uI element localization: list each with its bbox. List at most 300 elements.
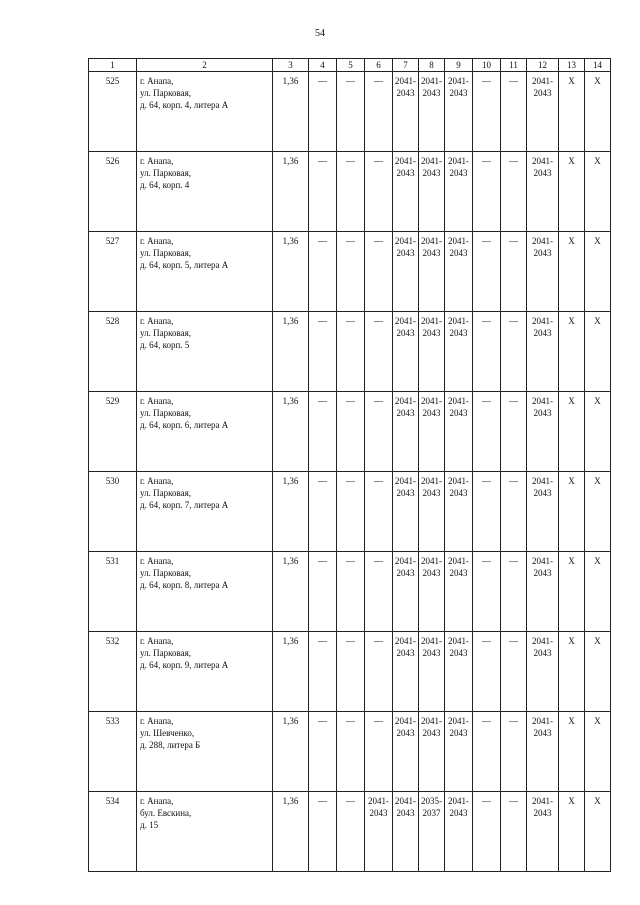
year-part: 2043: [533, 168, 552, 178]
empty-dash-cell: [309, 792, 337, 872]
year-part: 2043: [369, 808, 388, 818]
empty-dash-cell: [501, 232, 527, 312]
year-part: 2043: [533, 328, 552, 338]
year-part: 2041-: [448, 636, 469, 646]
empty-dash-cell: [473, 152, 501, 232]
year-part: 2043: [422, 488, 441, 498]
year-part: 2041-: [532, 156, 553, 166]
year-range-cell: [527, 232, 559, 312]
year-range-cell: [393, 712, 419, 792]
year-range-cell: [527, 152, 559, 232]
value-cell: 1,36: [273, 232, 309, 312]
header-row: [89, 59, 611, 72]
year-part: 2041-: [448, 76, 469, 86]
mark-cell: X: [559, 392, 585, 472]
year-range-cell: [419, 312, 445, 392]
empty-dash-cell: [337, 312, 365, 392]
table-row: [89, 552, 611, 632]
year-range-cell: [419, 552, 445, 632]
dash-mark: —: [346, 716, 355, 726]
year-part: 2041-: [421, 556, 442, 566]
year-part: 2041-: [421, 716, 442, 726]
year-part: 2043: [533, 568, 552, 578]
year-part: 2041-: [368, 796, 389, 806]
year-part: 2043: [449, 728, 468, 738]
dash-mark: —: [346, 476, 355, 486]
empty-dash-cell: [473, 712, 501, 792]
year-part: 2041-: [395, 76, 416, 86]
page-number: 54: [315, 28, 325, 39]
year-part: 2041-: [395, 796, 416, 806]
year-part: 2041-: [532, 316, 553, 326]
dash-mark: —: [482, 76, 491, 86]
empty-dash-cell: [337, 152, 365, 232]
empty-dash-cell: [473, 312, 501, 392]
column-header: 7: [393, 59, 419, 72]
empty-dash-cell: [365, 232, 393, 312]
empty-dash-cell: [337, 232, 365, 312]
empty-dash-cell: [501, 792, 527, 872]
empty-dash-cell: [309, 152, 337, 232]
address-line: бул. Евскина,: [140, 808, 192, 818]
column-header: 1: [89, 59, 137, 72]
table-row: [89, 232, 611, 312]
dash-mark: —: [346, 636, 355, 646]
dash-mark: —: [346, 796, 355, 806]
year-part: 2043: [449, 408, 468, 418]
dash-mark: —: [482, 396, 491, 406]
year-range-cell: [393, 312, 419, 392]
empty-dash-cell: [501, 472, 527, 552]
year-range-cell: [365, 792, 393, 872]
mark-cell: X: [585, 232, 611, 312]
column-header: 2: [137, 59, 273, 72]
year-range-cell: [527, 312, 559, 392]
empty-dash-cell: [501, 392, 527, 472]
year-part: 2041-: [532, 636, 553, 646]
value-cell: 1,36: [273, 472, 309, 552]
mark-cell: X: [585, 72, 611, 152]
year-part: 2043: [449, 88, 468, 98]
mark-cell: X: [559, 232, 585, 312]
empty-dash-cell: [337, 792, 365, 872]
address-line: г. Анапа,: [140, 716, 174, 726]
dash-mark: —: [509, 636, 518, 646]
table-row: [89, 632, 611, 712]
year-range-cell: [527, 392, 559, 472]
year-part: 2043: [449, 808, 468, 818]
address-cell: [137, 72, 273, 152]
empty-dash-cell: [501, 72, 527, 152]
address-cell: [137, 392, 273, 472]
row-number: 531: [89, 552, 137, 632]
address-line: ул. Парковая,: [140, 568, 192, 578]
year-part: 2043: [396, 568, 415, 578]
value-cell: 1,36: [273, 312, 309, 392]
empty-dash-cell: [309, 632, 337, 712]
address-line: д. 64, корп. 5, литера А: [140, 260, 229, 270]
dash-mark: —: [374, 396, 383, 406]
empty-dash-cell: [337, 72, 365, 152]
year-part: 2041-: [532, 796, 553, 806]
year-range-cell: [445, 792, 473, 872]
year-part: 2043: [533, 88, 552, 98]
year-part: 2043: [396, 168, 415, 178]
year-range-cell: [393, 472, 419, 552]
mark-cell: X: [585, 392, 611, 472]
year-part: 2043: [533, 408, 552, 418]
mark-cell: X: [585, 152, 611, 232]
empty-dash-cell: [309, 232, 337, 312]
table-row: [89, 472, 611, 552]
year-range-cell: [393, 152, 419, 232]
address-line: ул. Парковая,: [140, 248, 192, 258]
column-header: 11: [501, 59, 527, 72]
table-row: [89, 152, 611, 232]
empty-dash-cell: [501, 712, 527, 792]
empty-dash-cell: [309, 392, 337, 472]
dash-mark: —: [346, 396, 355, 406]
year-range-cell: [419, 792, 445, 872]
year-part: 2043: [533, 248, 552, 258]
year-part: 2035-: [421, 796, 442, 806]
empty-dash-cell: [365, 312, 393, 392]
address-line: д. 64, корп. 4, литера А: [140, 100, 229, 110]
mark-cell: X: [585, 472, 611, 552]
empty-dash-cell: [309, 312, 337, 392]
column-header: 13: [559, 59, 585, 72]
year-part: 2041-: [532, 716, 553, 726]
value-cell: 1,36: [273, 152, 309, 232]
year-range-cell: [527, 552, 559, 632]
dash-mark: —: [318, 796, 327, 806]
empty-dash-cell: [501, 552, 527, 632]
year-range-cell: [527, 712, 559, 792]
address-line: г. Анапа,: [140, 236, 174, 246]
row-number: 532: [89, 632, 137, 712]
year-part: 2043: [422, 568, 441, 578]
mark-cell: X: [585, 712, 611, 792]
year-part: 2041-: [448, 236, 469, 246]
year-range-cell: [419, 152, 445, 232]
year-range-cell: [393, 72, 419, 152]
empty-dash-cell: [473, 392, 501, 472]
dash-mark: —: [509, 236, 518, 246]
address-line: д. 64, корп. 5: [140, 340, 190, 350]
empty-dash-cell: [309, 712, 337, 792]
year-range-cell: [419, 392, 445, 472]
address-line: ул. Шевченко,: [140, 728, 195, 738]
year-part: 2043: [396, 648, 415, 658]
year-part: 2043: [396, 488, 415, 498]
dash-mark: —: [374, 236, 383, 246]
column-header: 4: [309, 59, 337, 72]
dash-mark: —: [482, 236, 491, 246]
year-range-cell: [445, 232, 473, 312]
empty-dash-cell: [309, 72, 337, 152]
dash-mark: —: [509, 556, 518, 566]
address-line: г. Анапа,: [140, 76, 174, 86]
address-cell: [137, 312, 273, 392]
address-cell: [137, 712, 273, 792]
year-part: 2041-: [448, 796, 469, 806]
dash-mark: —: [509, 156, 518, 166]
table-row: [89, 312, 611, 392]
year-part: 2043: [422, 328, 441, 338]
table-row: [89, 712, 611, 792]
dash-mark: —: [509, 796, 518, 806]
year-part: 2041-: [532, 76, 553, 86]
year-part: 2041-: [532, 476, 553, 486]
empty-dash-cell: [501, 632, 527, 712]
value-cell: 1,36: [273, 792, 309, 872]
column-header: 8: [419, 59, 445, 72]
row-number: 525: [89, 72, 137, 152]
dash-mark: —: [346, 76, 355, 86]
year-range-cell: [445, 392, 473, 472]
dash-mark: —: [318, 396, 327, 406]
empty-dash-cell: [337, 552, 365, 632]
year-part: 2043: [422, 168, 441, 178]
year-part: 2043: [396, 808, 415, 818]
mark-cell: X: [559, 712, 585, 792]
dash-mark: —: [482, 156, 491, 166]
dash-mark: —: [482, 476, 491, 486]
value-cell: 1,36: [273, 392, 309, 472]
address-line: д. 64, корп. 6, литера А: [140, 420, 229, 430]
year-range-cell: [419, 712, 445, 792]
year-part: 2041-: [532, 396, 553, 406]
empty-dash-cell: [337, 472, 365, 552]
dash-mark: —: [509, 396, 518, 406]
address-line: д. 64, корп. 9, литера А: [140, 660, 229, 670]
address-cell: [137, 792, 273, 872]
mark-cell: X: [559, 152, 585, 232]
dash-mark: —: [318, 556, 327, 566]
address-cell: [137, 552, 273, 632]
row-number: 527: [89, 232, 137, 312]
table-row: [89, 392, 611, 472]
column-header: 5: [337, 59, 365, 72]
year-part: 2041-: [448, 476, 469, 486]
year-part: 2041-: [448, 396, 469, 406]
year-range-cell: [419, 632, 445, 712]
address-cell: [137, 472, 273, 552]
year-part: 2043: [449, 168, 468, 178]
empty-dash-cell: [309, 552, 337, 632]
row-number: 528: [89, 312, 137, 392]
empty-dash-cell: [473, 552, 501, 632]
address-line: ул. Парковая,: [140, 88, 192, 98]
year-part: 2043: [396, 328, 415, 338]
empty-dash-cell: [473, 632, 501, 712]
year-range-cell: [445, 632, 473, 712]
year-part: 2041-: [532, 556, 553, 566]
dash-mark: —: [318, 716, 327, 726]
year-part: 2041-: [421, 76, 442, 86]
year-part: 2041-: [395, 156, 416, 166]
mark-cell: X: [585, 792, 611, 872]
year-part: 2041-: [395, 236, 416, 246]
dash-mark: —: [318, 156, 327, 166]
year-range-cell: [445, 72, 473, 152]
year-part: 2037: [422, 808, 441, 818]
mark-cell: X: [585, 312, 611, 392]
dash-mark: —: [482, 716, 491, 726]
empty-dash-cell: [365, 632, 393, 712]
address-cell: [137, 152, 273, 232]
year-part: 2043: [533, 728, 552, 738]
year-part: 2043: [449, 568, 468, 578]
dash-mark: —: [509, 476, 518, 486]
year-range-cell: [393, 232, 419, 312]
dash-mark: —: [318, 236, 327, 246]
year-part: 2043: [533, 648, 552, 658]
year-part: 2043: [449, 328, 468, 338]
year-part: 2043: [396, 88, 415, 98]
year-part: 2041-: [448, 156, 469, 166]
address-line: г. Анапа,: [140, 316, 174, 326]
table-body: [89, 72, 611, 872]
address-line: г. Анапа,: [140, 636, 174, 646]
dash-mark: —: [374, 636, 383, 646]
dash-mark: —: [374, 156, 383, 166]
row-number: 530: [89, 472, 137, 552]
empty-dash-cell: [473, 792, 501, 872]
year-range-cell: [419, 72, 445, 152]
dash-mark: —: [482, 556, 491, 566]
year-part: 2041-: [395, 476, 416, 486]
dash-mark: —: [374, 76, 383, 86]
year-part: 2041-: [421, 316, 442, 326]
year-part: 2043: [422, 648, 441, 658]
address-cell: [137, 632, 273, 712]
mark-cell: X: [585, 632, 611, 712]
address-line: ул. Парковая,: [140, 488, 192, 498]
mark-cell: X: [585, 552, 611, 632]
mark-cell: X: [559, 552, 585, 632]
empty-dash-cell: [337, 392, 365, 472]
address-line: г. Анапа,: [140, 156, 174, 166]
dash-mark: —: [318, 76, 327, 86]
year-part: 2043: [449, 248, 468, 258]
empty-dash-cell: [365, 152, 393, 232]
year-part: 2043: [422, 88, 441, 98]
value-cell: 1,36: [273, 712, 309, 792]
value-cell: 1,36: [273, 632, 309, 712]
year-part: 2041-: [395, 556, 416, 566]
address-line: ул. Парковая,: [140, 648, 192, 658]
empty-dash-cell: [365, 392, 393, 472]
row-number: 533: [89, 712, 137, 792]
address-line: ул. Парковая,: [140, 168, 192, 178]
dash-mark: —: [346, 156, 355, 166]
year-range-cell: [527, 792, 559, 872]
address-line: д. 64, корп. 8, литера А: [140, 580, 229, 590]
year-part: 2041-: [421, 636, 442, 646]
empty-dash-cell: [337, 632, 365, 712]
dash-mark: —: [346, 236, 355, 246]
year-part: 2041-: [448, 716, 469, 726]
column-header: 9: [445, 59, 473, 72]
year-part: 2041-: [421, 156, 442, 166]
column-header: 6: [365, 59, 393, 72]
address-line: д. 64, корп. 4: [140, 180, 190, 190]
year-part: 2043: [422, 248, 441, 258]
dash-mark: —: [482, 636, 491, 646]
address-line: г. Анапа,: [140, 796, 174, 806]
year-range-cell: [527, 472, 559, 552]
year-part: 2043: [396, 728, 415, 738]
year-range-cell: [527, 632, 559, 712]
year-part: 2043: [422, 728, 441, 738]
mark-cell: X: [559, 312, 585, 392]
year-part: 2043: [533, 488, 552, 498]
dash-mark: —: [318, 476, 327, 486]
empty-dash-cell: [501, 152, 527, 232]
address-line: г. Анапа,: [140, 396, 174, 406]
year-part: 2043: [449, 648, 468, 658]
dash-mark: —: [318, 636, 327, 646]
year-range-cell: [445, 712, 473, 792]
value-cell: 1,36: [273, 552, 309, 632]
empty-dash-cell: [473, 232, 501, 312]
year-part: 2043: [422, 408, 441, 418]
column-header: 14: [585, 59, 611, 72]
register-table: [88, 58, 611, 872]
year-part: 2041-: [395, 716, 416, 726]
year-part: 2041-: [448, 556, 469, 566]
year-part: 2041-: [395, 636, 416, 646]
dash-mark: —: [374, 716, 383, 726]
year-part: 2041-: [395, 396, 416, 406]
dash-mark: —: [346, 556, 355, 566]
year-range-cell: [527, 72, 559, 152]
year-part: 2041-: [532, 236, 553, 246]
empty-dash-cell: [501, 312, 527, 392]
year-part: 2043: [533, 808, 552, 818]
empty-dash-cell: [473, 472, 501, 552]
empty-dash-cell: [337, 712, 365, 792]
address-cell: [137, 232, 273, 312]
table-row: [89, 72, 611, 152]
table-row: [89, 792, 611, 872]
dash-mark: —: [509, 716, 518, 726]
year-part: 2041-: [395, 316, 416, 326]
row-number: 529: [89, 392, 137, 472]
year-part: 2043: [396, 248, 415, 258]
year-range-cell: [393, 392, 419, 472]
mark-cell: X: [559, 72, 585, 152]
address-line: ул. Парковая,: [140, 328, 192, 338]
address-line: д. 15: [140, 820, 159, 830]
empty-dash-cell: [473, 72, 501, 152]
column-header: 3: [273, 59, 309, 72]
mark-cell: X: [559, 792, 585, 872]
empty-dash-cell: [309, 472, 337, 552]
year-range-cell: [445, 312, 473, 392]
dash-mark: —: [374, 316, 383, 326]
address-line: д. 64, корп. 7, литера А: [140, 500, 229, 510]
year-range-cell: [445, 152, 473, 232]
year-range-cell: [419, 472, 445, 552]
empty-dash-cell: [365, 552, 393, 632]
empty-dash-cell: [365, 72, 393, 152]
value-cell: 1,36: [273, 72, 309, 152]
year-part: 2041-: [448, 316, 469, 326]
year-range-cell: [393, 792, 419, 872]
dash-mark: —: [482, 316, 491, 326]
